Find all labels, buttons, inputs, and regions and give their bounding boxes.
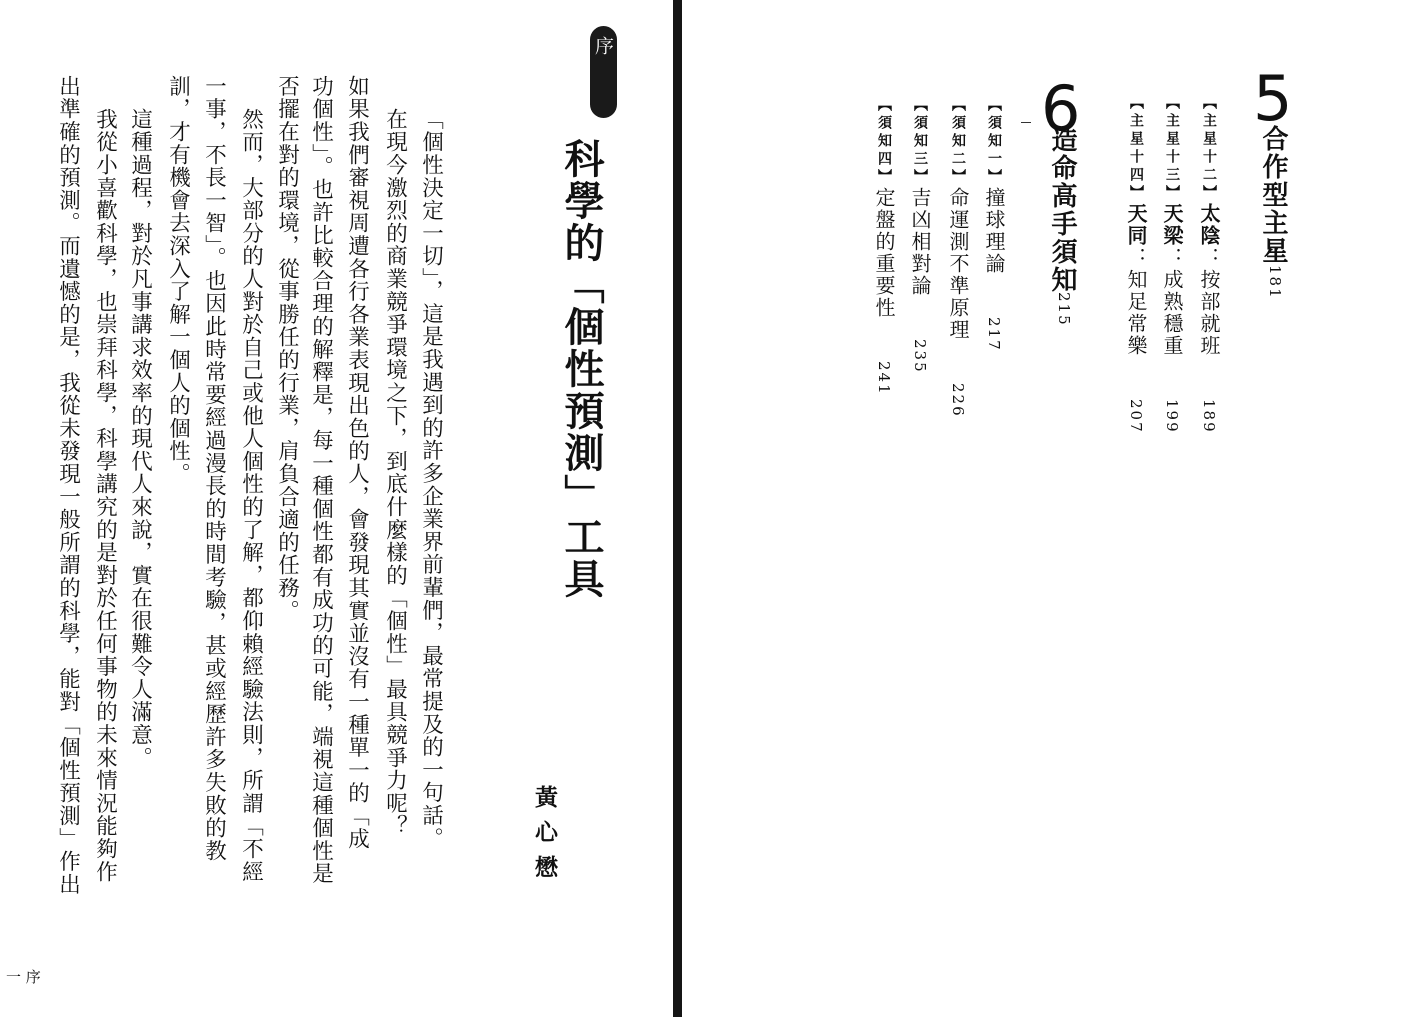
preface-line-4: 功個性」。也許比較合理的解釋是，每一種個性都有成功的可能，端視這種個性是	[308, 75, 334, 886]
preface-line-8: 訓，才有機會去深入了解一個人的個性。	[165, 75, 191, 486]
divider	[1021, 122, 1031, 123]
toc-entry-page: 241	[875, 361, 893, 396]
toc-entry-page: 217	[985, 317, 1003, 352]
chapter-5-page: 181	[1266, 265, 1284, 300]
toc-entry-title: ：知足常樂	[1124, 247, 1148, 357]
toc-entry-page: 199	[1163, 399, 1181, 434]
toc-entry-label: 【須知三】	[912, 97, 928, 187]
toc-entry[interactable]	[1195, 95, 1224, 434]
toc-entry-star: 太陰	[1197, 203, 1221, 247]
toc-entry-label: 【須知一】	[986, 97, 1002, 187]
toc-entry-title: 定盤的重要性	[872, 187, 896, 319]
preface-line-11: 出準確的預測。而遺憾的是，我從未發現一般所謂的科學，能對「個性預測」作出	[55, 75, 81, 896]
preface-tab	[590, 26, 617, 118]
chapter-6-title: 造命高手須知	[1047, 126, 1077, 294]
toc-entry-title: 撞球理論	[982, 187, 1006, 275]
book-spine	[673, 0, 682, 1017]
toc-entry-star: 天同	[1124, 203, 1148, 247]
toc-entry-page: 207	[1127, 399, 1145, 434]
toc-entry-title: ：成熟穩重	[1160, 247, 1184, 357]
chapter-6-page: 215	[1055, 292, 1073, 327]
toc-entry-page: 235	[911, 339, 929, 374]
preface-line-7: 一事，不長一智」。也因此時常要經過漫長的時間考驗，甚或經歷許多失敗的教	[201, 75, 227, 863]
chapter-5-title: 合作型主星	[1258, 125, 1288, 265]
preface-title: 科學的「個性預測」工具	[558, 138, 605, 600]
toc-entry[interactable]	[1158, 95, 1187, 434]
toc-entry-star: 天梁	[1160, 203, 1184, 247]
toc-entry-page: 226	[949, 383, 967, 418]
preface-author: 黃心懋	[531, 785, 558, 890]
preface-line-9: 這種過程，對於凡事講求效率的現代人來說，實在很難令人滿意。	[127, 108, 153, 770]
toc-entry-label: 【須知四】	[876, 97, 892, 187]
preface-line-3: 如果我們審視周遭各行各業表現出色的人，會發現其實並沒有一種單一的「成	[344, 75, 370, 851]
preface-line-1: 「個性決定一切」，這是我遇到的許多企業界前輩們，最常提及的一句話。	[418, 108, 444, 850]
page-folio: 一 序	[6, 968, 41, 986]
preface-line-10: 我從小喜歡科學，也崇拜科學，科學講究的是對於任何事物的未來情況能夠作	[92, 108, 118, 884]
toc-entry-label: 【主星十二】	[1201, 95, 1217, 203]
chapter-5-number: 5	[1253, 62, 1293, 135]
toc-entry-label: 【須知二】	[950, 97, 966, 187]
chapter-6-number: 6	[1041, 72, 1081, 145]
preface-tab-label: 序	[592, 36, 614, 55]
toc-entry-title: 吉凶相對論	[908, 187, 932, 297]
preface-line-2: 在現今激烈的商業競爭環境之下，到底什麼樣的「個性」最具競爭力呢？	[382, 108, 408, 838]
preface-line-5: 否擺在對的環境，從事勝任的行業，肩負合適的任務。	[274, 75, 300, 623]
toc-entry[interactable]	[944, 97, 973, 418]
toc-entry[interactable]	[870, 97, 899, 396]
toc-entry[interactable]	[906, 97, 935, 374]
toc-entry[interactable]	[1122, 95, 1151, 434]
toc-entry-title: ：按部就班	[1197, 247, 1221, 357]
toc-entry-label: 【主星十四】	[1128, 95, 1144, 203]
toc-entry-title: 命運測不準原理	[946, 187, 970, 341]
toc-entry-label: 【主星十三】	[1164, 95, 1180, 203]
toc-entry[interactable]	[980, 97, 1009, 352]
toc-entry-page: 189	[1200, 399, 1218, 434]
preface-line-6: 然而，大部分的人對於自己或他人個性的了解，都仰賴經驗法則，所謂「不經	[238, 108, 264, 884]
